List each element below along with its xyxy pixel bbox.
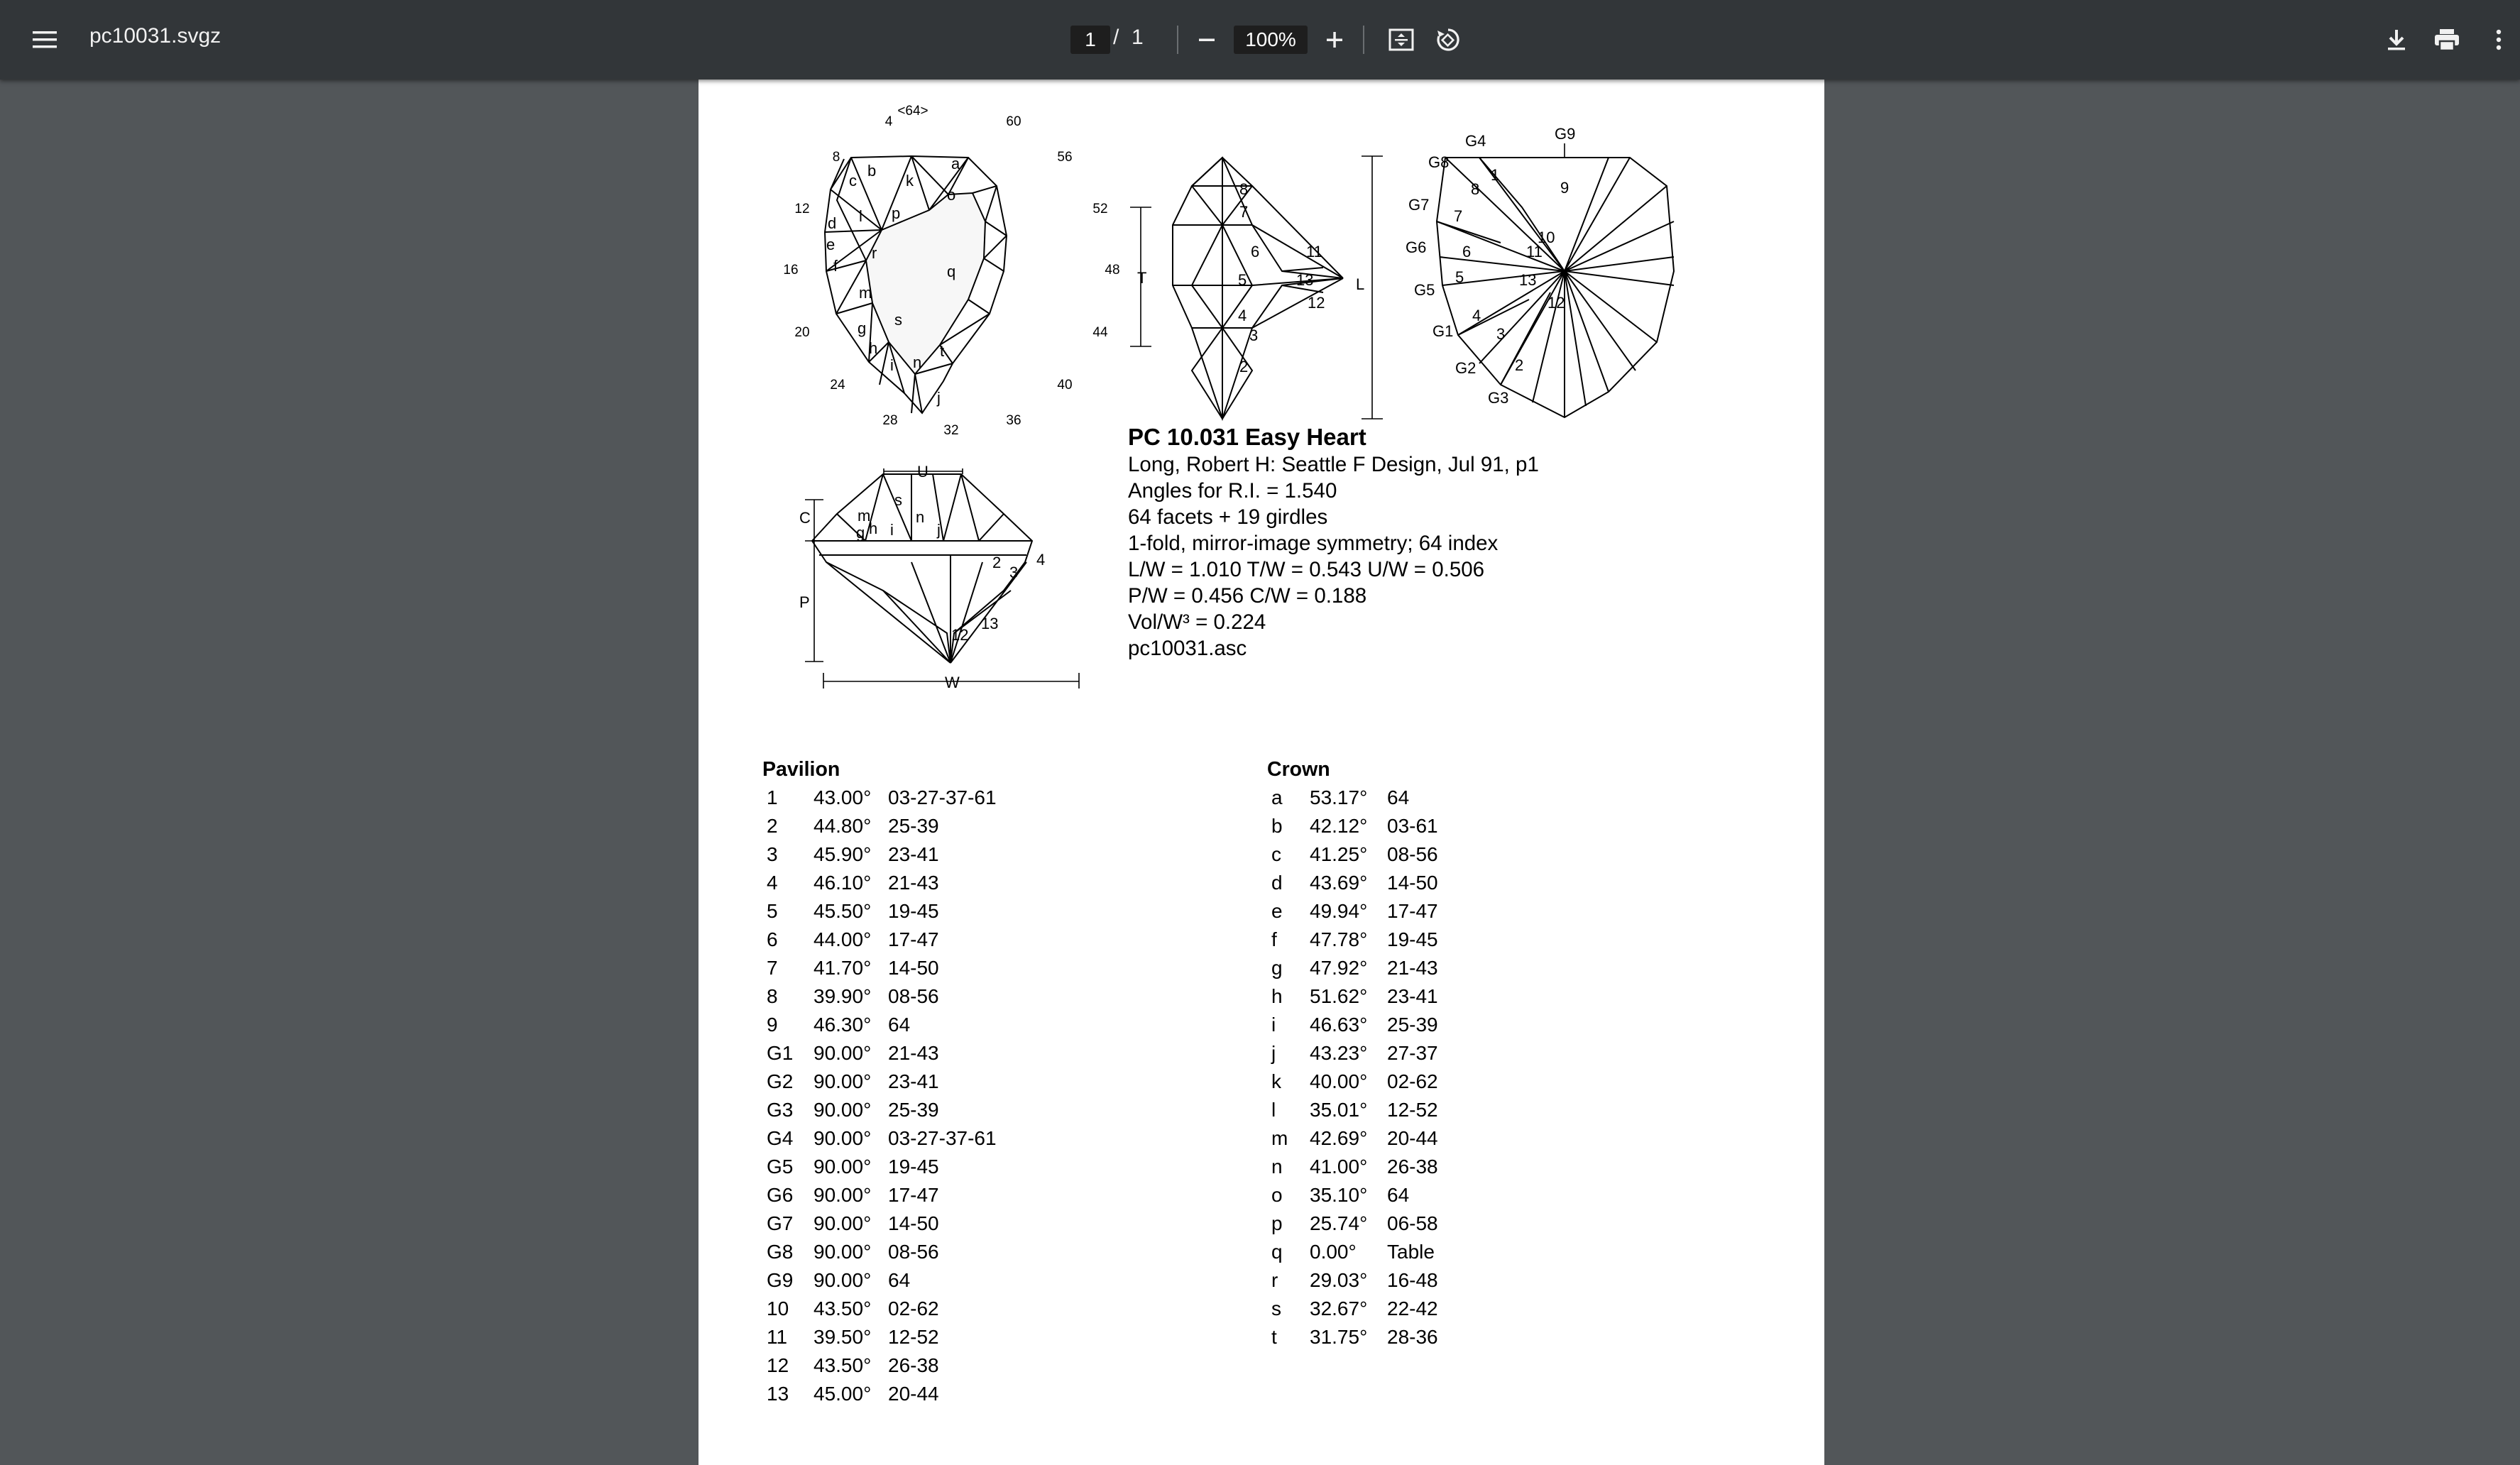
more-options-icon[interactable] [2485, 24, 2513, 55]
facet-angle: 90.00° [813, 1042, 872, 1064]
table-row [1267, 1323, 1622, 1351]
table-row [1267, 1011, 1622, 1039]
zoom-in-button[interactable] [1320, 26, 1349, 54]
info-line: pc10031.asc [1128, 637, 1247, 660]
info-line: 64 facets + 19 girdles [1128, 505, 1328, 529]
index-label: 32 [943, 423, 959, 438]
table-row [762, 1181, 1117, 1209]
index-label: 56 [1057, 150, 1073, 165]
facet-label: h [869, 520, 878, 537]
table-row [762, 1209, 1117, 1238]
facet-angle: 90.00° [813, 1212, 872, 1234]
facet-index: 12-52 [888, 1326, 939, 1348]
facet-index: 23-41 [888, 1070, 939, 1092]
design-info [1128, 423, 1539, 662]
facet-label: e [826, 236, 836, 253]
facet-angle: 31.75° [1310, 1326, 1368, 1348]
facet-id: G6 [767, 1184, 794, 1206]
facet-angle: 25.74° [1310, 1212, 1368, 1234]
facet-index: 28-36 [1387, 1326, 1438, 1348]
facet-index: 14-50 [888, 1212, 939, 1234]
facet-angle: 90.00° [813, 1156, 872, 1178]
table-row [762, 869, 1117, 897]
table-row [762, 784, 1117, 812]
dimension-label-p: P [799, 593, 810, 611]
info-line: L/W = 1.010 T/W = 0.543 U/W = 0.506 [1128, 558, 1485, 581]
table-row [762, 1096, 1117, 1124]
index-label: 28 [882, 413, 898, 428]
facet-index: 02-62 [1387, 1070, 1438, 1092]
facet-label: 1 [1491, 166, 1500, 184]
facet-index: 20-44 [1387, 1127, 1438, 1149]
table-row [762, 1011, 1117, 1039]
facet-id: 3 [767, 843, 778, 865]
facet-index: 25-39 [888, 1099, 939, 1121]
facet-index: 25-39 [1387, 1014, 1438, 1036]
facet-id: h [1271, 985, 1283, 1007]
facet-index: 12-52 [1387, 1099, 1438, 1121]
facet-angle: 90.00° [813, 1127, 872, 1149]
facet-label: 12 [1308, 294, 1325, 312]
facet-id: G5 [767, 1156, 794, 1178]
document-title: pc10031.svgz [89, 24, 221, 48]
facet-label: 3 [1496, 325, 1506, 343]
girdle-label: G1 [1432, 322, 1454, 340]
facet-index: 08-56 [1387, 843, 1438, 865]
facet-label: 5 [1455, 268, 1464, 286]
table-row [762, 1068, 1117, 1096]
table-row [762, 1295, 1117, 1323]
dimension-label-u: U [917, 463, 928, 481]
facet-index: 64 [1387, 1184, 1410, 1206]
facet-index: 64 [1387, 786, 1410, 808]
facet-index: 03-27-37-61 [888, 1127, 997, 1149]
facet-index: 17-47 [1387, 900, 1438, 922]
facet-angle: 53.17° [1310, 786, 1368, 808]
index-label: 24 [830, 378, 845, 393]
facet-label: d [828, 214, 837, 232]
facet-index: 22-42 [1387, 1297, 1438, 1319]
facet-id: r [1271, 1269, 1278, 1291]
table-row [1267, 1209, 1622, 1238]
facet-index: 02-62 [888, 1297, 939, 1319]
dimension-label-c: C [799, 509, 811, 527]
facet-label: 2 [1239, 358, 1249, 375]
facet-angle: 46.63° [1310, 1014, 1368, 1036]
table-row [762, 954, 1117, 982]
facet-label: i [890, 356, 894, 374]
facet-angle: 47.78° [1310, 928, 1368, 950]
facet-index: 03-27-37-61 [888, 786, 997, 808]
pavilion-side-diagram [1130, 156, 1383, 419]
facet-id: 9 [767, 1014, 778, 1036]
index-label: 40 [1057, 378, 1073, 393]
pavilion-heading: Pavilion [762, 758, 840, 781]
table-row [1267, 897, 1622, 926]
facet-label: i [890, 521, 894, 539]
facet-index: 17-47 [888, 1184, 939, 1206]
table-row [762, 982, 1117, 1011]
facet-label: 10 [1538, 229, 1555, 246]
page-separator: / [1113, 26, 1119, 49]
facet-label: 3 [1249, 327, 1259, 344]
facet-label: o [947, 186, 956, 204]
info-line: 1-fold, mirror-image symmetry; 64 index [1128, 532, 1499, 555]
facet-label: 4 [1472, 307, 1481, 324]
facet-id: n [1271, 1156, 1283, 1178]
info-line: Angles for R.I. = 1.540 [1128, 479, 1337, 503]
facet-label: h [869, 339, 878, 357]
facet-index: 21-43 [1387, 957, 1438, 979]
facet-index: 19-45 [888, 900, 939, 922]
facet-index: 64 [888, 1269, 911, 1291]
fit-page-icon [1388, 28, 1414, 51]
print-button[interactable] [2431, 24, 2463, 55]
facet-index: 21-43 [888, 872, 939, 894]
plus-icon [1325, 31, 1344, 49]
facet-id: G8 [767, 1241, 794, 1263]
facet-index: 16-48 [1387, 1269, 1438, 1291]
facet-label: m [859, 284, 872, 302]
facet-label: j [937, 389, 941, 407]
facet-label: g [856, 524, 865, 542]
toolbar-divider [1363, 26, 1364, 54]
facet-index: 26-38 [888, 1354, 939, 1376]
profile-diagram [805, 468, 1079, 688]
page-total: 1 [1132, 26, 1144, 49]
facet-angle: 43.50° [813, 1354, 872, 1376]
table-row [1267, 926, 1622, 954]
facet-label: t [940, 342, 945, 360]
table-row [762, 926, 1117, 954]
facet-label: 7 [1454, 207, 1463, 225]
facet-index: 14-50 [888, 957, 939, 979]
facet-angle: 43.00° [813, 786, 872, 808]
facet-label: s [894, 311, 902, 329]
table-row [1267, 1153, 1622, 1181]
facet-id: 4 [767, 872, 778, 894]
facet-label: 4 [1238, 307, 1247, 324]
facet-angle: 45.00° [813, 1383, 872, 1405]
facet-id: s [1271, 1297, 1281, 1319]
facet-label: a [951, 155, 960, 172]
print-icon [2434, 28, 2460, 51]
dimension-label-l: L [1356, 275, 1365, 293]
info-line: Long, Robert H: Seattle F Design, Jul 91, p1 [1128, 453, 1539, 476]
facet-index: 27-37 [1387, 1042, 1438, 1064]
pavilion-table [762, 755, 1117, 1408]
minus-icon [1198, 31, 1216, 49]
index-label: 4 [884, 114, 893, 129]
rotate-button[interactable] [1432, 24, 1464, 55]
rotate-icon [1435, 26, 1462, 53]
facet-angle: 90.00° [813, 1070, 872, 1092]
facet-id: o [1271, 1184, 1283, 1206]
facet-angle: 32.67° [1310, 1297, 1368, 1319]
facet-label: q [947, 263, 956, 280]
index-label: 12 [794, 202, 810, 216]
facet-label: 12 [1547, 294, 1565, 312]
facet-angle: 42.12° [1310, 815, 1368, 837]
table-row [1267, 1039, 1622, 1068]
girdle-label: G5 [1414, 281, 1435, 299]
facet-angle: 46.30° [813, 1014, 872, 1036]
crown-table [1267, 755, 1622, 1351]
facet-angle: 0.00° [1310, 1241, 1357, 1263]
table-row [1267, 812, 1622, 840]
index-label: 60 [1006, 114, 1021, 129]
facet-index: 25-39 [888, 815, 939, 837]
table-row [1267, 1238, 1622, 1266]
design-title: PC 10.031 Easy Heart [1128, 424, 1366, 450]
table-row [762, 1153, 1117, 1181]
facet-angle: 90.00° [813, 1241, 872, 1263]
facet-label: 6 [1251, 243, 1260, 260]
facet-angle: 41.25° [1310, 843, 1368, 865]
facet-label: b [867, 162, 877, 180]
facet-id: g [1271, 957, 1283, 979]
zoom-level-input[interactable]: 100% [1234, 26, 1308, 54]
table-row [1267, 1096, 1622, 1124]
facet-label: 11 [1526, 243, 1543, 260]
facet-angle: 39.50° [813, 1326, 872, 1348]
table-row [762, 1351, 1117, 1380]
table-row [762, 1266, 1117, 1295]
facet-label: 3 [1009, 564, 1019, 581]
facet-label: 9 [1560, 179, 1569, 197]
table-row [762, 897, 1117, 926]
facet-id: 13 [767, 1383, 789, 1405]
fit-to-page-button[interactable] [1386, 26, 1417, 54]
facet-id: k [1271, 1070, 1281, 1092]
facet-angle: 45.50° [813, 900, 872, 922]
facet-label: 4 [1036, 551, 1046, 569]
facet-angle: 42.69° [1310, 1127, 1368, 1149]
facet-id: i [1271, 1014, 1276, 1036]
index-label: 44 [1092, 325, 1108, 340]
dimension-label-w: W [945, 674, 960, 691]
facet-label: p [892, 204, 901, 222]
facet-angle: 90.00° [813, 1184, 872, 1206]
facet-id: 2 [767, 815, 778, 837]
facet-index: 20-44 [888, 1383, 939, 1405]
facet-index: 23-41 [888, 843, 939, 865]
facet-label: k [906, 172, 914, 190]
facet-index: 14-50 [1387, 872, 1438, 894]
facet-id: 12 [767, 1354, 789, 1376]
facet-id: 1 [767, 786, 778, 808]
facet-angle: 43.23° [1310, 1042, 1368, 1064]
info-line: P/W = 0.456 C/W = 0.188 [1128, 584, 1367, 608]
index-label: 20 [794, 325, 810, 340]
facet-id: e [1271, 900, 1283, 922]
table-row [1267, 954, 1622, 982]
facet-angle: 46.10° [813, 872, 872, 894]
pdf-page [699, 79, 1824, 1465]
facet-index: 19-45 [888, 1156, 939, 1178]
facet-id: t [1271, 1326, 1277, 1348]
facet-angle: 90.00° [813, 1269, 872, 1291]
facet-label: 12 [951, 626, 969, 644]
facet-angle: 41.00° [1310, 1156, 1368, 1178]
facet-label: f [833, 257, 838, 275]
facet-label: r [872, 244, 877, 262]
facet-label: 2 [1515, 356, 1524, 374]
facet-label: 7 [1239, 203, 1249, 221]
facet-id: c [1271, 843, 1281, 865]
facet-id: G9 [767, 1269, 794, 1291]
table-row [1267, 1181, 1622, 1209]
girdle-label: G3 [1488, 389, 1509, 407]
girdle-label: G6 [1406, 238, 1427, 256]
pdf-toolbar [0, 0, 2520, 79]
table-row [762, 1124, 1117, 1153]
facet-index: 06-58 [1387, 1212, 1438, 1234]
dimension-label-t: T [1137, 269, 1147, 287]
facet-id: 6 [767, 928, 778, 950]
crown-view-diagram [825, 156, 1007, 413]
facet-id: j [1271, 1042, 1276, 1064]
facet-angle: 44.00° [813, 928, 872, 950]
table-row [762, 1238, 1117, 1266]
facet-index: 03-61 [1387, 815, 1438, 837]
table-row [762, 840, 1117, 869]
facet-index: 08-56 [888, 985, 939, 1007]
page-number-input[interactable]: 1 [1070, 26, 1110, 54]
menu-icon[interactable] [28, 26, 61, 54]
girdle-label: G8 [1428, 153, 1450, 171]
facet-id: 8 [767, 985, 778, 1007]
index-label: 52 [1092, 202, 1108, 216]
facet-id: 5 [767, 900, 778, 922]
facet-index: 64 [888, 1014, 911, 1036]
download-icon [2386, 28, 2407, 51]
facet-label: 5 [1238, 271, 1247, 289]
table-row [1267, 1295, 1622, 1323]
facet-id: G3 [767, 1099, 794, 1121]
facet-id: 11 [767, 1326, 788, 1348]
download-button[interactable] [2382, 24, 2411, 55]
facet-angle: 49.94° [1310, 900, 1368, 922]
facet-angle: 43.50° [813, 1297, 872, 1319]
toolbar-divider [1177, 26, 1178, 54]
facet-id: a [1271, 786, 1283, 808]
table-row [1267, 1124, 1622, 1153]
facet-id: p [1271, 1212, 1283, 1234]
facet-angle: 40.00° [1310, 1070, 1368, 1092]
facet-id: b [1271, 815, 1283, 837]
facet-id: l [1271, 1099, 1276, 1121]
table-row [762, 1323, 1117, 1351]
facet-label: 2 [992, 554, 1002, 571]
girdle-label: G9 [1555, 125, 1576, 143]
facet-id: G2 [767, 1070, 794, 1092]
zoom-out-button[interactable] [1193, 26, 1221, 54]
facet-id: f [1271, 928, 1277, 950]
table-row [1267, 840, 1622, 869]
table-row [1267, 869, 1622, 897]
facet-label: 6 [1462, 243, 1472, 260]
facet-id: G1 [767, 1042, 794, 1064]
facet-label: 11 [1306, 243, 1322, 260]
index-label: 16 [783, 263, 799, 278]
facet-angle: 43.69° [1310, 872, 1368, 894]
facet-id: q [1271, 1241, 1283, 1263]
facet-label: 8 [1239, 180, 1249, 198]
facet-index: 19-45 [1387, 928, 1438, 950]
girdle-label: G7 [1408, 196, 1430, 214]
facet-label: l [859, 207, 862, 225]
facet-id: G4 [767, 1127, 794, 1149]
facet-angle: 35.10° [1310, 1184, 1368, 1206]
facet-label: 8 [1471, 180, 1480, 198]
index-label: 48 [1105, 263, 1120, 278]
facet-id: m [1271, 1127, 1288, 1149]
facet-angle: 44.80° [813, 815, 872, 837]
index-label: 36 [1006, 413, 1021, 428]
facet-label: 13 [1296, 271, 1314, 289]
facet-label: j [937, 521, 941, 539]
facet-id: 7 [767, 957, 778, 979]
index-label: 8 [832, 150, 840, 165]
facet-angle: 90.00° [813, 1099, 872, 1121]
facet-label: g [858, 319, 867, 337]
facet-angle: 47.92° [1310, 957, 1368, 979]
facet-id: 10 [767, 1297, 789, 1319]
facet-angle: 29.03° [1310, 1269, 1368, 1291]
facet-label: c [849, 172, 857, 190]
table-row [762, 812, 1117, 840]
facet-index: 08-56 [888, 1241, 939, 1263]
table-row [1267, 982, 1622, 1011]
facet-label: m [858, 507, 871, 525]
girdle-label: G4 [1465, 132, 1486, 150]
table-row [762, 1380, 1117, 1408]
crown-heading: Crown [1267, 758, 1330, 781]
facet-index: 17-47 [888, 928, 939, 950]
facet-id: d [1271, 872, 1283, 894]
index-label: <64> [897, 104, 928, 119]
facet-angle: 35.01° [1310, 1099, 1368, 1121]
table-row [1267, 1068, 1622, 1096]
facet-index: 26-38 [1387, 1156, 1438, 1178]
facet-angle: 39.90° [813, 985, 872, 1007]
facet-angle: 45.90° [813, 843, 872, 865]
table-row [1267, 1266, 1622, 1295]
table-row [762, 1039, 1117, 1068]
facet-label: s [894, 491, 902, 509]
facet-id: G7 [767, 1212, 794, 1234]
facet-index: 23-41 [1387, 985, 1438, 1007]
facet-label: n [916, 508, 925, 526]
facet-index: Table [1387, 1241, 1435, 1263]
facet-label: n [913, 353, 922, 371]
facet-label: 13 [1519, 271, 1537, 289]
facet-label: 13 [981, 615, 999, 632]
facet-angle: 51.62° [1310, 985, 1368, 1007]
facet-index: 21-43 [888, 1042, 939, 1064]
info-line: Vol/W³ = 0.224 [1128, 610, 1266, 634]
girdle-label: G2 [1455, 359, 1477, 377]
facet-angle: 41.70° [813, 957, 872, 979]
table-row [1267, 784, 1622, 812]
